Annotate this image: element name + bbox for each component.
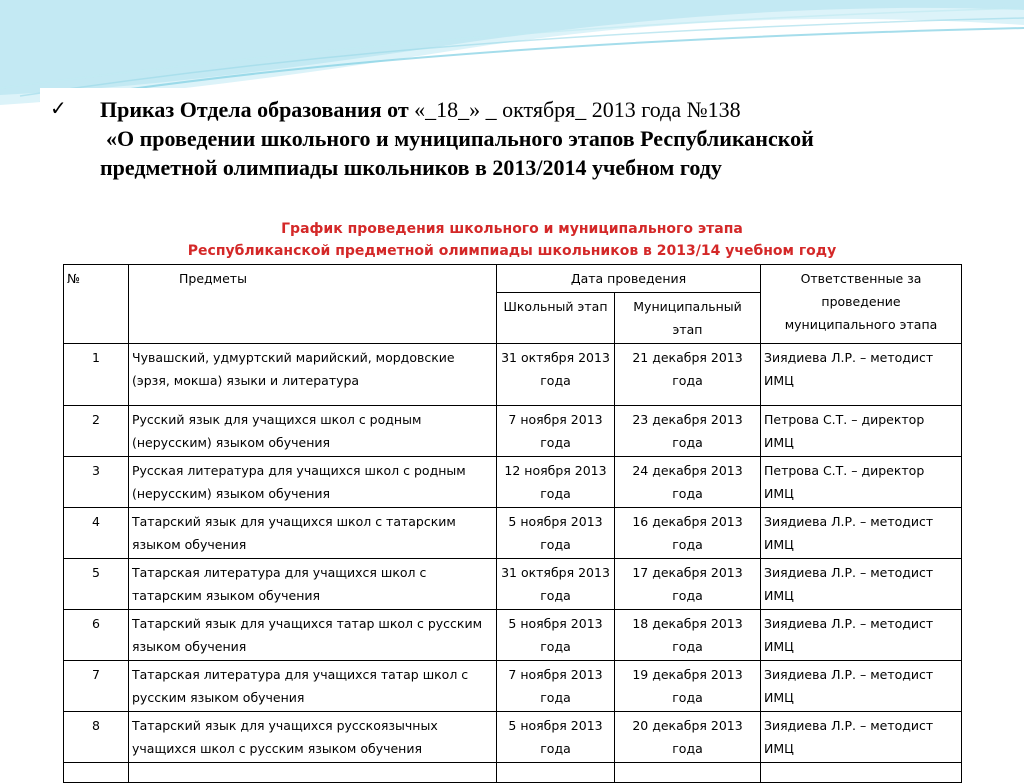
table-row <box>64 344 962 406</box>
row-responsible: Зиядиева Л.Р. – методист ИМЦ <box>761 661 962 712</box>
row-school-date: 5 ноября 2013 года <box>497 508 615 559</box>
row-subject: Татарская литература для учащихся школ с татарским языком обучения <box>129 559 497 610</box>
row-subject: Татарский язык для учащихся школ с татарским языком обучения <box>129 508 497 559</box>
row-school-date: 7 ноября 2013 года <box>497 406 615 457</box>
row-subject: Русская литература для учащихся школ с родным (нерусским) языком обучения <box>129 457 497 508</box>
row-municipal-date: 16 декабря 2013 года <box>615 508 761 559</box>
row-num: 2 <box>64 406 129 457</box>
row-num: 4 <box>64 508 129 559</box>
table-row <box>64 559 962 610</box>
row-school-date: 31 октября 2013 года <box>497 559 615 610</box>
order-subject-line: «О проведении школьного и муниципального этапов Республиканской <box>106 126 814 151</box>
row-num: 3 <box>64 457 129 508</box>
row-subject: Татарская литература для учащихся татар школ с русским языком обучения <box>129 661 497 712</box>
row-municipal-date: 24 декабря 2013 года <box>615 457 761 508</box>
schedule-title-line-1: График проведения школьного и муниципального этапа <box>281 221 743 237</box>
empty-cell <box>497 763 615 783</box>
row-school-date: 5 ноября 2013 года <box>497 610 615 661</box>
header-date: Дата проведения <box>497 265 761 293</box>
table-row <box>64 406 962 457</box>
row-num: 1 <box>64 344 129 406</box>
schedule-title-line-2: Республиканской предметной олимпиады школьников в 2013/14 учебном году <box>187 243 837 259</box>
order-title-prefix: Приказ Отдела образования от <box>100 97 409 122</box>
table-row <box>64 610 962 661</box>
header-subjects: Предметы <box>129 265 497 344</box>
empty-cell <box>64 763 129 783</box>
row-municipal-date: 19 декабря 2013 года <box>615 661 761 712</box>
row-responsible: Петрова С.Т. – директор ИМЦ <box>761 457 962 508</box>
table-row-empty <box>64 763 962 783</box>
row-municipal-date: 17 декабря 2013 года <box>615 559 761 610</box>
row-school-date: 5 ноября 2013 года <box>497 712 615 763</box>
row-num: 7 <box>64 661 129 712</box>
row-school-date: 31 октября 2013 года <box>497 344 615 406</box>
row-subject: Русский язык для учащихся школ с родным (нерусским) языком обучения <box>129 406 497 457</box>
row-school-date: 12 ноября 2013 года <box>497 457 615 508</box>
row-responsible: Зиядиева Л.Р. – методист ИМЦ <box>761 610 962 661</box>
header-responsible: Ответственные за проведение муниципального этапа <box>761 265 962 344</box>
row-municipal-date: 23 декабря 2013 года <box>615 406 761 457</box>
empty-cell <box>129 763 497 783</box>
checkmark-icon: ✓ <box>50 96 67 120</box>
row-responsible: Зиядиева Л.Р. – методист ИМЦ <box>761 712 962 763</box>
order-title-line <box>100 95 950 124</box>
row-responsible: Петрова С.Т. – директор ИМЦ <box>761 406 962 457</box>
row-responsible: Зиядиева Л.Р. – методист ИМЦ <box>761 508 962 559</box>
header-school-stage: Школьный этап <box>497 293 615 344</box>
row-num: 6 <box>64 610 129 661</box>
row-school-date: 7 ноября 2013 года <box>497 661 615 712</box>
empty-cell <box>761 763 962 783</box>
row-subject: Татарский язык для учащихся русскоязычных учащихся школ с русским языком обучения <box>129 712 497 763</box>
row-municipal-date: 18 декабря 2013 года <box>615 610 761 661</box>
row-num: 5 <box>64 559 129 610</box>
row-num: 8 <box>64 712 129 763</box>
table-row <box>64 457 962 508</box>
table-row <box>64 508 962 559</box>
header-num: № <box>64 265 129 344</box>
order-title-date: «_18_» _ октября_ 2013 года №138 <box>408 97 741 122</box>
empty-cell <box>615 763 761 783</box>
table-row <box>64 661 962 712</box>
order-header <box>100 95 950 182</box>
row-subject: Татарский язык для учащихся татар школ с русским языком обучения <box>129 610 497 661</box>
schedule-title <box>0 218 1024 262</box>
olympiad-schedule-table <box>63 264 962 783</box>
row-responsible: Зиядиева Л.Р. – методист ИМЦ <box>761 344 962 406</box>
table-header-row <box>64 265 962 293</box>
order-subject-line-2: предметной олимпиады школьников в 2013/2014 учебном году <box>100 155 722 180</box>
row-responsible: Зиядиева Л.Р. – методист ИМЦ <box>761 559 962 610</box>
table-row <box>64 712 962 763</box>
row-municipal-date: 21 декабря 2013 года <box>615 344 761 406</box>
header-municipal-stage: Муниципальный этап <box>615 293 761 344</box>
row-subject: Чувашский, удмуртский марийский, мордовские (эрзя, мокша) языки и литература <box>129 344 497 406</box>
row-municipal-date: 20 декабря 2013 года <box>615 712 761 763</box>
